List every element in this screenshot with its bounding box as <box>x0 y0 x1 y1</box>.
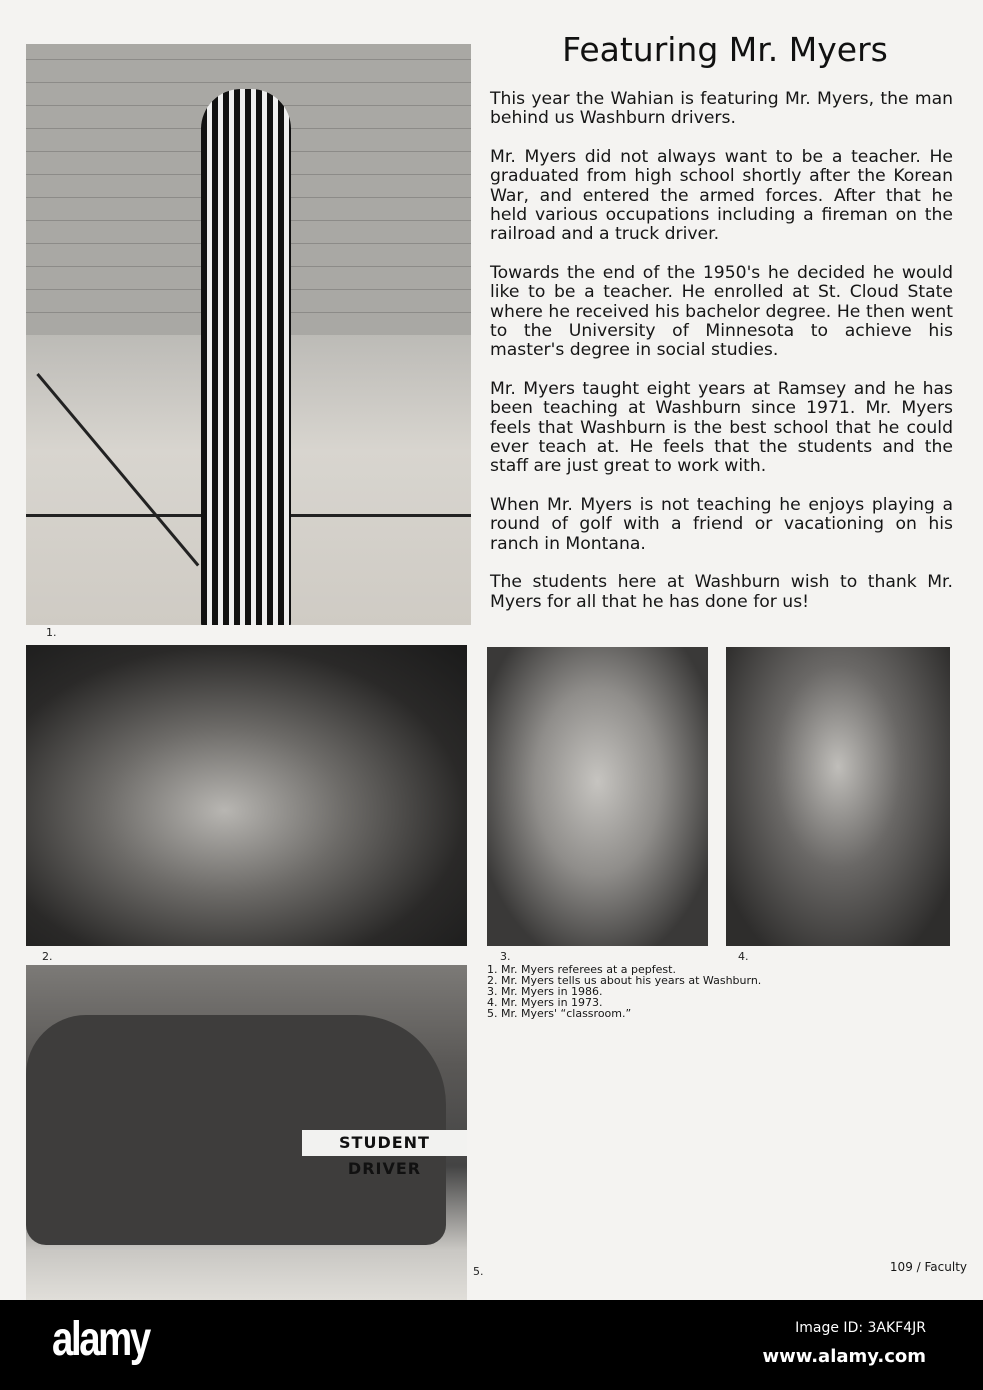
watermark-band <box>0 1300 983 1390</box>
caption: 5. Mr. Myers' “classroom.” <box>487 1007 632 1020</box>
page-folio: 109 / Faculty <box>889 1260 967 1274</box>
paragraph: The students here at Washburn wish to thank Mr. Myers for all that he has done for us! <box>490 572 953 612</box>
alamy-logo: alamy <box>52 1313 149 1366</box>
caption: 3. Mr. Myers in 1986. <box>487 985 603 998</box>
court-line <box>36 373 199 566</box>
paragraph: Mr. Myers taught eight years at Ramsey and he has been teaching at Washburn since 1971. Mr. Myers feels that Washburn is the best school that he could ever teach at. He feels that the students and the staff are just great to work with. <box>490 379 953 477</box>
image-id: Image ID: 3AKF4JR <box>795 1320 926 1336</box>
watermark-url: www.alamy.com <box>762 1346 926 1367</box>
caption: 2. Mr. Myers tells us about his years at Washburn. <box>487 974 762 987</box>
photo-label: 5. <box>473 1265 484 1278</box>
article-body <box>490 90 953 632</box>
photo-myers-1973 <box>726 647 950 946</box>
photo-label: 4. <box>738 950 749 963</box>
referee-figure <box>201 89 291 625</box>
photo-referee-pepfest <box>26 44 471 625</box>
photo-myers-talking <box>26 645 467 946</box>
caption: 4. Mr. Myers in 1973. <box>487 996 603 1009</box>
paragraph: This year the Wahian is featuring Mr. Myers, the man behind us Washburn drivers. <box>490 89 953 129</box>
student-driver-sign: STUDENT DRIVER <box>302 1130 467 1156</box>
paragraph: Mr. Myers did not always want to be a teacher. He graduated from high school shortly after the Korean War, and entered the armed forces. After that he held various occupations including a fireman on the railroad and a truck driver. <box>490 147 953 245</box>
paragraph: When Mr. Myers is not teaching he enjoys playing a round of golf with a friend or vacationing on his ranch in Montana. <box>490 495 953 554</box>
paragraph: Towards the end of the 1950's he decided he would like to be a teacher. He enrolled at St. Cloud State where he received his bachelor degree. He then went to the University of Minnesota to achieve his master's degree in social studies. <box>490 263 953 361</box>
photo-driver-ed-car <box>26 965 467 1300</box>
photo-label: 3. <box>500 950 511 963</box>
photo-label: 1. <box>46 626 57 639</box>
photo-myers-1986 <box>487 647 708 946</box>
photo-label: 2. <box>42 950 53 963</box>
page-title: Featuring Mr. Myers <box>562 30 888 69</box>
caption: 1. Mr. Myers referees at a pepfest. <box>487 963 676 976</box>
photo-captions <box>487 964 761 1019</box>
